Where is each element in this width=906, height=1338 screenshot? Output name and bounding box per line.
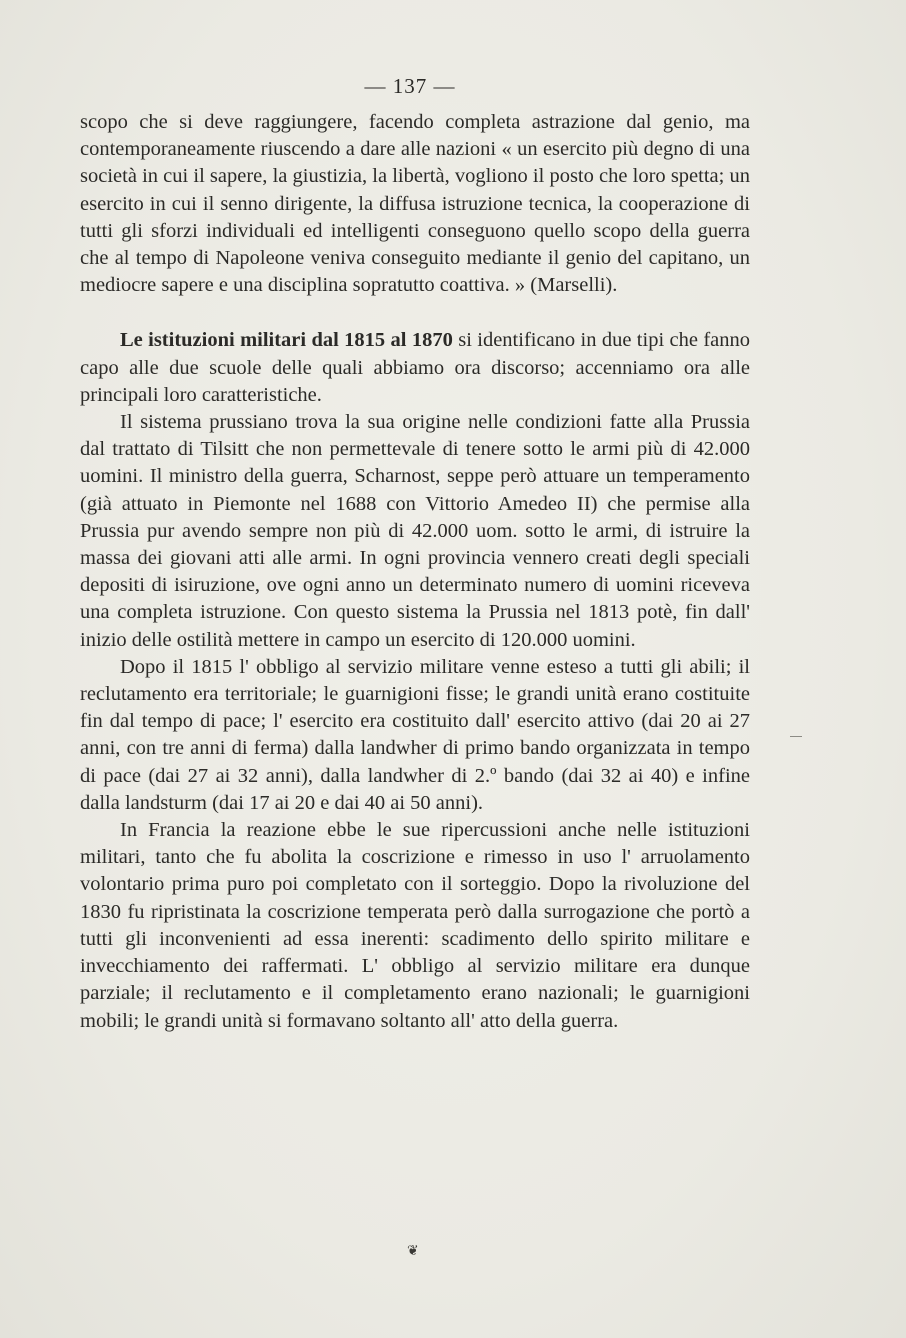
paragraph-marselli-quote: scopo che si deve raggiungere, facendo completa astrazione dal genio, ma contemporaneamente riuscendo a dare alle nazioni « un esercito più degno di una società in cui il sapere, la giustizia, la libertà, vogliono il posto che loro spetta; un esercito in cui il senno dirigente, la diffusa istruzione tecnica, la cooperazione di tutti gli sforzi individuali ed intelligenti conseguono quello scopo della guerra che al tempo di Napoleone veniva conseguito mediante il genio del capitano, un mediocre sapere e una disciplina sopratutto coattiva. » (Marselli). [80, 111, 750, 297]
paragraph-istituzioni [80, 327, 750, 409]
paragraph-heading-run: Le istituzioni militari dal 1815 al 1870 [120, 329, 453, 352]
margin-mark [790, 736, 802, 737]
paragraph-sistema-prussiano: Il sistema prussiano trova la sua origine nelle condizioni fatte alla Prussia dal trattato di Tilsitt che non permettevale di tenere sotto le armi più di 42.000 uomini. Il ministro della guerra, Scharnost, seppe però attuare un temperamento (già attuato in Piemonte nel 1688 con Vittorio Amedeo II) che permise alla Prussia pur avendo sempre non più di 42.000 uom. sotto le armi, di istruire la massa dei giovani atti alle armi. In ogni provincia vennero creati degli speciali depositi di isiruzione, ove ogni anno un determinato numero di uomini riceveva una completa istruzione. Con questo sistema la Prussia nel 1813 potè, fin dall' inizio delle ostilità mettere in campo un esercito di 120.000 uomini. [80, 411, 750, 651]
ornament-icon: ❦ [407, 1244, 419, 1259]
paragraph-istituzioni-text: si identificano in due tipi che fanno capo alle due scuole delle quali abbiamo ora discorso; accenniamo ora alle principali loro caratteristiche. [80, 329, 750, 406]
paragraph-francia: In Francia la reazione ebbe le sue ripercussioni anche nelle istituzioni militari, tanto che fu abolita la coscrizione e rimesso in uso l' arruolamento volontario prima puro poi completato con il sorteggio. Dopo la rivoluzione del 1830 fu ripristinata la coscrizione temperata però dalla surrogazione che portò a tutti gli inconvenienti ad essa inerenti: scadimento dello spirito militare e invecchiamento dei raffermati. L' obbligo al servizio militare era dunque parziale; il reclutamento e il completamento erano nazionali; le guarnigioni mobili; le grandi unità si formavano soltanto all' atto della guerra. [80, 819, 750, 1032]
body-text [80, 109, 750, 1035]
page-number: — 137 — [364, 74, 456, 98]
paragraph-dopo-1815: Dopo il 1815 l' obbligo al servizio militare venne esteso a tutti gli abili; il reclutamento era territoriale; le guarnigioni fisse; le grandi unità erano costituite fin dal tempo di pace; l' esercito era costituito dall' esercito attivo (dai 20 ai 27 anni, con tre anni di ferma) dalla landwher di primo bando organizzata in tempo di pace (dai 27 ai 32 anni), dalla landwher di 2.º bando (dai 32 ai 40) e infine dalla landsturm (dai 17 ai 20 e dai 40 ai 50 anni). [80, 655, 750, 814]
